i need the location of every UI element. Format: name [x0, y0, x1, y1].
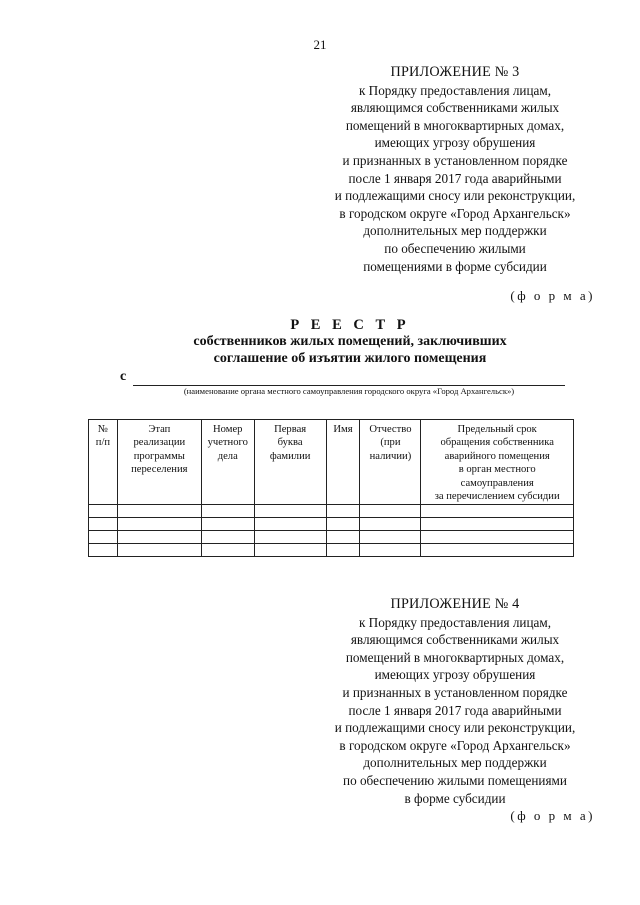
appendix-3-line: дополнительных мер поддержки — [363, 223, 547, 239]
column-header: Номер учетного дела — [201, 420, 254, 505]
registry-subtitle-line: соглашение об изъятии жилого помещения — [213, 351, 487, 366]
appendix-4-header — [300, 596, 610, 807]
appendix-3-line: и признанных в установленном порядке — [342, 152, 568, 168]
appendix-3-line: и подлежащими сносу или реконструкции, — [334, 188, 576, 204]
column-header: Первая буква фамилии — [254, 420, 326, 505]
table-cell — [117, 531, 201, 544]
table-cell — [254, 544, 326, 557]
table-cell — [254, 531, 326, 544]
table-cell — [360, 544, 421, 557]
column-header: Этап реализации программы переселения — [117, 420, 201, 505]
table-cell — [421, 531, 574, 544]
table-cell — [326, 505, 360, 518]
appendix-4-line: имеющих угрозу обрушения — [374, 667, 536, 683]
table-cell — [421, 505, 574, 518]
table-cell — [254, 505, 326, 518]
table-cell — [201, 544, 254, 557]
table-header-row — [89, 420, 574, 505]
table-cell — [201, 531, 254, 544]
appendix-4-line: и признанных в установленном порядке — [342, 684, 568, 700]
table-cell — [117, 518, 201, 531]
appendix-4-line: в форме субсидии — [404, 790, 506, 806]
appendix-3-header — [300, 64, 610, 275]
appendix-4-line: после 1 января 2017 года аварийными — [348, 702, 562, 718]
registry-subtitle-line: собственников жилых помещений, заключивших — [193, 334, 507, 349]
table-cell — [421, 544, 574, 557]
form-label: (ф о р м а) — [510, 288, 595, 303]
appendix-3-line: по обеспечению жилыми — [384, 240, 526, 256]
column-header: Имя — [326, 420, 360, 505]
table-cell — [326, 518, 360, 531]
table-cell — [201, 505, 254, 518]
table-cell — [326, 531, 360, 544]
table-cell — [117, 505, 201, 518]
column-header: Предельный срок обращения собственника аварийного помещения в орган местного самоуправления за перечислением субсидии — [421, 420, 574, 505]
column-header: № п/п — [89, 420, 118, 505]
appendix-3-line: являющимся собственниками жилых — [350, 100, 560, 116]
table-cell — [421, 518, 574, 531]
table-cell — [254, 518, 326, 531]
table-cell — [89, 544, 118, 557]
table-row — [89, 531, 574, 544]
page-number: 21 — [313, 37, 327, 52]
appendix-3-line: в городском округе «Город Архангельск» — [339, 205, 571, 221]
appendix-3-line: к Порядку предоставления лицам, — [358, 82, 552, 98]
appendix-4-line: дополнительных мер поддержки — [363, 755, 547, 771]
table-cell — [89, 531, 118, 544]
table-cell — [360, 531, 421, 544]
appendix-3-line: помещений в многоквартирных домах, — [345, 117, 565, 133]
appendix-3-line: помещениями в форме субсидии — [363, 258, 547, 274]
table-cell — [326, 544, 360, 557]
form-label: (ф о р м а) — [510, 808, 595, 823]
table-cell — [360, 505, 421, 518]
table-cell — [360, 518, 421, 531]
appendix-3-line: имеющих угрозу обрушения — [374, 135, 536, 151]
appendix-4-line: в городском округе «Город Архангельск» — [339, 737, 571, 753]
appendix-4-line: помещений в многоквартирных домах, — [345, 649, 565, 665]
table-row — [89, 518, 574, 531]
appendix-4-heading: ПРИЛОЖЕНИЕ № 4 — [390, 596, 520, 612]
table-row — [89, 544, 574, 557]
appendix-4-line: и подлежащими сносу или реконструкции, — [334, 720, 576, 736]
table-cell — [89, 518, 118, 531]
table-cell — [117, 544, 201, 557]
appendix-4-line: являющимся собственниками жилых — [350, 632, 560, 648]
column-header: Отчество (при наличии) — [360, 420, 421, 505]
table-cell — [201, 518, 254, 531]
registry-subtitle — [120, 333, 580, 367]
registry-title: Р Е Е С Т Р — [290, 317, 410, 333]
appendix-3-heading: ПРИЛОЖЕНИЕ № 3 — [390, 64, 520, 80]
with-prefix: с — [120, 369, 127, 384]
appendix-4-line: к Порядку предоставления лицам, — [358, 614, 552, 630]
registry-table — [88, 419, 574, 557]
table-cell — [89, 505, 118, 518]
table-row — [89, 505, 574, 518]
org-name-caption: (наименование органа местного самоуправления городского округа «Город Архангельск») — [183, 386, 515, 396]
appendix-3-line: после 1 января 2017 года аварийными — [348, 170, 562, 186]
appendix-4-line: по обеспечению жилыми помещениями — [343, 772, 567, 788]
